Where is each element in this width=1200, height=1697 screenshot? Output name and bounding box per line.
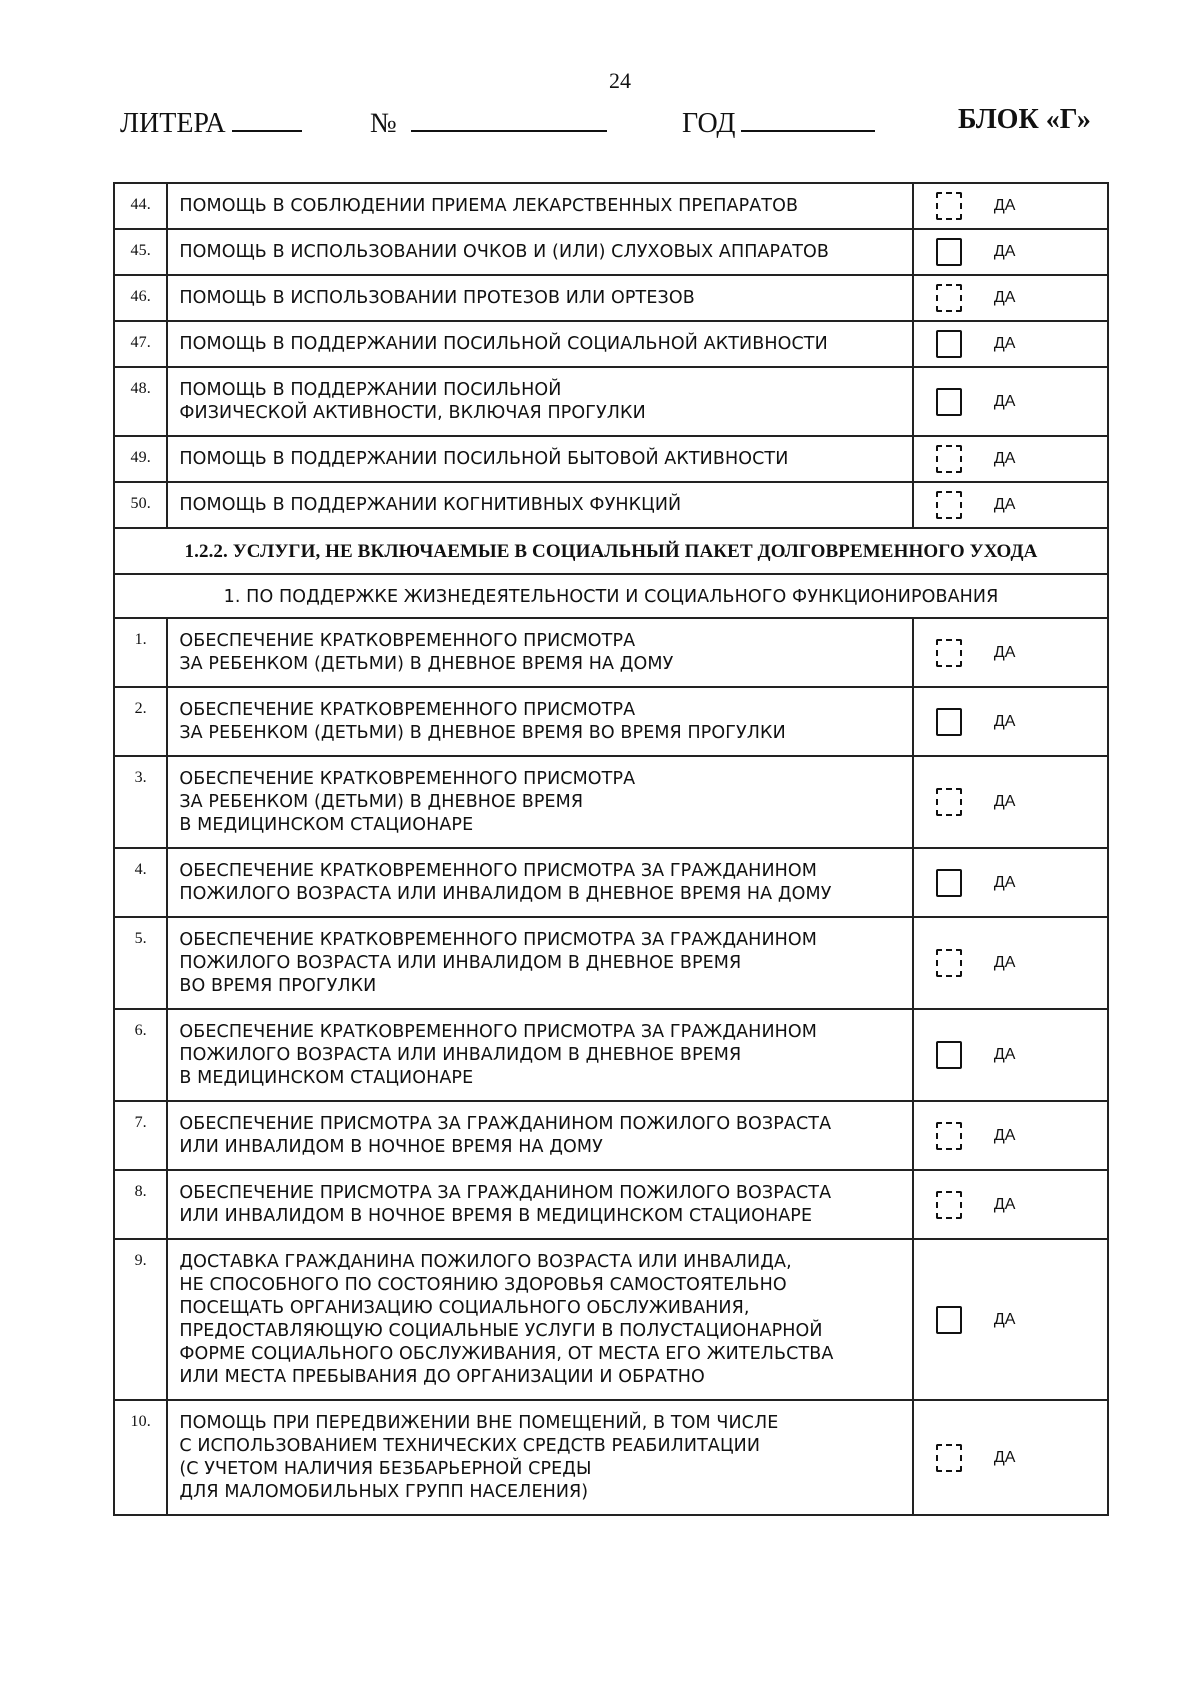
services-table-body (114, 183, 1108, 1515)
yes-checkbox[interactable] (936, 330, 962, 358)
description-line: ЗА РЕБЕНКОМ (ДЕТЬМИ) В ДНЕВНОЕ ВРЕМЯ (179, 792, 584, 812)
yes-label: ДА (993, 1126, 1016, 1144)
yes-cell (913, 321, 1108, 367)
description-line: ОБЕСПЕЧЕНИЕ КРАТКОВРЕМЕННОГО ПРИСМОТРА ЗА ГРАЖДАНИНОМ (179, 861, 817, 881)
yes-label: ДА (993, 1310, 1016, 1328)
service-row (114, 1101, 1108, 1170)
yes-cell (913, 848, 1108, 917)
yes-option[interactable] (914, 869, 1107, 897)
service-description (167, 275, 912, 321)
description-line: ПОМОЩЬ В ПОДДЕРЖАНИИ ПОСИЛЬНОЙ (179, 380, 562, 400)
number-field (370, 104, 607, 140)
year-blank[interactable] (741, 104, 875, 132)
service-description (167, 183, 912, 229)
service-row (114, 1239, 1108, 1400)
yes-label: ДА (993, 1046, 1016, 1063)
description-line: ОБЕСПЕЧЕНИЕ ПРИСМОТРА ЗА ГРАЖДАНИНОМ ПОЖИЛОГО ВОЗРАСТА (179, 1114, 832, 1134)
services-table (113, 182, 1109, 1516)
page-number: 24 (609, 68, 631, 93)
yes-label: ДА (993, 793, 1016, 810)
year-field (682, 104, 875, 140)
yes-label: ДА (993, 712, 1016, 730)
yes-label: ДА (993, 1195, 1016, 1213)
description-line: ПОМОЩЬ В ИСПОЛЬЗОВАНИИ ПРОТЕЗОВ ИЛИ ОРТЕЗОВ (179, 288, 695, 308)
yes-option[interactable] (914, 949, 1107, 977)
description-line: ФИЗИЧЕСКОЙ АКТИВНОСТИ, ВКЛЮЧАЯ ПРОГУЛКИ (179, 403, 646, 423)
yes-option[interactable] (914, 388, 1107, 416)
description-line: ОБЕСПЕЧЕНИЕ КРАТКОВРЕМЕННОГО ПРИСМОТРА (179, 700, 636, 720)
yes-checkbox[interactable] (936, 949, 962, 977)
service-row (114, 917, 1108, 1009)
description-line: (С УЧЕТОМ НАЛИЧИЯ БЕЗБАРЬЕРНОЙ СРЕДЫ (179, 1459, 592, 1479)
litera-label: ЛИТЕРА (120, 108, 226, 139)
service-description (167, 917, 912, 1009)
description-line: НЕ СПОСОБНОГО ПО СОСТОЯНИЮ ЗДОРОВЬЯ САМОСТОЯТЕЛЬНО (179, 1275, 787, 1295)
yes-cell (913, 1400, 1108, 1515)
yes-option[interactable] (914, 238, 1107, 266)
description-line: ИЛИ МЕСТА ПРЕБЫВАНИЯ ДО ОРГАНИЗАЦИИ И ОБРАТНО (179, 1367, 705, 1387)
yes-label: ДА (993, 243, 1016, 260)
description-line: ПОЖИЛОГО ВОЗРАСТА ИЛИ ИНВАЛИДОМ В ДНЕВНОЕ ВРЕМЯ НА ДОМУ (179, 884, 832, 904)
description-line: ДЛЯ МАЛОМОБИЛЬНЫХ ГРУПП НАСЕЛЕНИЯ) (179, 1482, 589, 1502)
yes-checkbox[interactable] (936, 192, 962, 220)
yes-option[interactable] (914, 1191, 1107, 1219)
description-line: ПОЖИЛОГО ВОЗРАСТА ИЛИ ИНВАЛИДОМ В ДНЕВНОЕ ВРЕМЯ (179, 953, 742, 973)
service-row (114, 618, 1108, 687)
yes-cell (913, 275, 1108, 321)
yes-option[interactable] (914, 788, 1107, 816)
service-row (114, 367, 1108, 436)
year-label: ГОД (682, 108, 736, 139)
yes-label: ДА (993, 392, 1016, 410)
yes-cell (913, 482, 1108, 528)
yes-cell (913, 756, 1108, 848)
description-line: ОБЕСПЕЧЕНИЕ ПРИСМОТРА ЗА ГРАЖДАНИНОМ ПОЖИЛОГО ВОЗРАСТА (179, 1183, 832, 1203)
yes-cell (913, 229, 1108, 275)
yes-option[interactable] (914, 445, 1107, 473)
description-line: В МЕДИЦИНСКОМ СТАЦИОНАРЕ (179, 1068, 474, 1088)
description-line: ПОМОЩЬ В ИСПОЛЬЗОВАНИИ ОЧКОВ И (ИЛИ) СЛУХОВЫХ АППАРАТОВ (179, 242, 830, 262)
description-line: ПОМОЩЬ В ПОДДЕРЖАНИИ КОГНИТИВНЫХ ФУНКЦИЙ (179, 495, 682, 515)
row-number: 47. (114, 321, 167, 367)
yes-checkbox[interactable] (936, 284, 962, 312)
number-blank[interactable] (411, 104, 607, 132)
yes-cell (913, 917, 1108, 1009)
row-number: 3. (114, 756, 167, 848)
yes-cell (913, 618, 1108, 687)
service-row (114, 756, 1108, 848)
yes-option[interactable] (914, 1041, 1107, 1069)
section-title: 1.2.2. УСЛУГИ, НЕ ВКЛЮЧАЕМЫЕ В СОЦИАЛЬНЫЙ ПАКЕТ ДОЛГОВРЕМЕННОГО УХОДА (114, 528, 1108, 574)
service-description (167, 436, 912, 482)
service-description (167, 687, 912, 756)
description-line: ПОЖИЛОГО ВОЗРАСТА ИЛИ ИНВАЛИДОМ В ДНЕВНОЕ ВРЕМЯ (179, 1045, 742, 1065)
description-line: ИЛИ ИНВАЛИДОМ В НОЧНОЕ ВРЕМЯ НА ДОМУ (179, 1137, 603, 1157)
description-line: ОБЕСПЕЧЕНИЕ КРАТКОВРЕМЕННОГО ПРИСМОТРА ЗА ГРАЖДАНИНОМ (179, 1022, 817, 1042)
yes-checkbox[interactable] (936, 1306, 962, 1334)
yes-cell (913, 1101, 1108, 1170)
description-line: ПОСЕЩАТЬ ОРГАНИЗАЦИЮ СОЦИАЛЬНОГО ОБСЛУЖИВАНИЯ, (179, 1298, 750, 1318)
service-description (167, 1239, 912, 1400)
service-description (167, 321, 912, 367)
service-row (114, 436, 1108, 482)
row-number: 8. (114, 1170, 167, 1239)
yes-checkbox[interactable] (936, 445, 962, 473)
service-description (167, 1101, 912, 1170)
description-line: ФОРМЕ СОЦИАЛЬНОГО ОБСЛУЖИВАНИЯ, ОТ МЕСТА ЕГО ЖИТЕЛЬСТВА (179, 1344, 834, 1364)
yes-label: ДА (993, 873, 1016, 891)
yes-checkbox[interactable] (936, 708, 962, 736)
service-description (167, 1009, 912, 1101)
row-number: 2. (114, 687, 167, 756)
description-line: ПОМОЩЬ ПРИ ПЕРЕДВИЖЕНИИ ВНЕ ПОМЕЩЕНИЙ, В ТОМ ЧИСЛЕ (179, 1413, 779, 1433)
yes-label: ДА (993, 1448, 1016, 1466)
row-number: 44. (114, 183, 167, 229)
block-label: БЛОК «Г» (958, 104, 1091, 135)
row-number: 46. (114, 275, 167, 321)
yes-cell (913, 367, 1108, 436)
description-line: ЗА РЕБЕНКОМ (ДЕТЬМИ) В ДНЕВНОЕ ВРЕМЯ НА ДОМУ (179, 654, 674, 674)
yes-option[interactable] (914, 1122, 1107, 1150)
yes-checkbox[interactable] (936, 1122, 962, 1150)
yes-checkbox[interactable] (936, 238, 962, 266)
service-description (167, 482, 912, 528)
service-description (167, 1400, 912, 1515)
yes-option[interactable] (914, 1306, 1107, 1334)
description-line: В МЕДИЦИНСКОМ СТАЦИОНАРЕ (179, 815, 474, 835)
yes-checkbox[interactable] (936, 491, 962, 519)
yes-label: ДА (993, 197, 1016, 214)
service-description (167, 756, 912, 848)
description-line: ДОСТАВКА ГРАЖДАНИНА ПОЖИЛОГО ВОЗРАСТА ИЛИ ИНВАЛИДА, (179, 1252, 792, 1272)
yes-option[interactable] (914, 1444, 1107, 1472)
yes-label: ДА (993, 289, 1016, 306)
yes-cell (913, 1239, 1108, 1400)
subsection-title-row (114, 574, 1108, 618)
yes-checkbox[interactable] (936, 1041, 962, 1069)
yes-label: ДА (993, 496, 1016, 513)
description-line: ЗА РЕБЕНКОМ (ДЕТЬМИ) В ДНЕВНОЕ ВРЕМЯ ВО ВРЕМЯ ПРОГУЛКИ (179, 723, 786, 743)
description-line: С ИСПОЛЬЗОВАНИЕМ ТЕХНИЧЕСКИХ СРЕДСТВ РЕАБИЛИТАЦИИ (179, 1436, 761, 1456)
description-line: ПОМОЩЬ В ПОДДЕРЖАНИИ ПОСИЛЬНОЙ СОЦИАЛЬНОЙ АКТИВНОСТИ (179, 334, 828, 354)
row-number: 48. (114, 367, 167, 436)
yes-option[interactable] (914, 330, 1107, 358)
service-row (114, 1170, 1108, 1239)
description-line: ОБЕСПЕЧЕНИЕ КРАТКОВРЕМЕННОГО ПРИСМОТРА ЗА ГРАЖДАНИНОМ (179, 930, 817, 950)
section-title-row (114, 528, 1108, 574)
form-header (120, 104, 1100, 144)
yes-label: ДА (993, 335, 1016, 352)
row-number: 6. (114, 1009, 167, 1101)
service-row (114, 321, 1108, 367)
row-number: 50. (114, 482, 167, 528)
yes-checkbox[interactable] (936, 1191, 962, 1219)
row-number: 5. (114, 917, 167, 1009)
yes-option[interactable] (914, 491, 1107, 519)
litera-field (120, 104, 302, 140)
row-number: 9. (114, 1239, 167, 1400)
yes-option[interactable] (914, 284, 1107, 312)
service-description (167, 367, 912, 436)
row-number: 7. (114, 1101, 167, 1170)
yes-checkbox[interactable] (936, 1444, 962, 1472)
yes-cell (913, 687, 1108, 756)
description-line: ИЛИ ИНВАЛИДОМ В НОЧНОЕ ВРЕМЯ В МЕДИЦИНСКОМ СТАЦИОНАРЕ (179, 1206, 813, 1226)
service-description (167, 618, 912, 687)
yes-cell (913, 183, 1108, 229)
yes-cell (913, 1009, 1108, 1101)
yes-label: ДА (993, 643, 1016, 661)
subsection-title: 1. ПО ПОДДЕРЖКЕ ЖИЗНЕДЕЯТЕЛЬНОСТИ И СОЦИАЛЬНОГО ФУНКЦИОНИРОВАНИЯ (114, 574, 1108, 618)
description-line: ПРЕДОСТАВЛЯЮЩУЮ СОЦИАЛЬНЫЕ УСЛУГИ В ПОЛУСТАЦИОНАРНОЙ (179, 1321, 823, 1341)
yes-checkbox[interactable] (936, 388, 962, 416)
yes-cell (913, 436, 1108, 482)
row-number: 10. (114, 1400, 167, 1515)
description-line: ОБЕСПЕЧЕНИЕ КРАТКОВРЕМЕННОГО ПРИСМОТРА (179, 769, 636, 789)
service-row (114, 1009, 1108, 1101)
service-description (167, 229, 912, 275)
description-line: ПОМОЩЬ В ПОДДЕРЖАНИИ ПОСИЛЬНОЙ БЫТОВОЙ АКТИВНОСТИ (179, 449, 789, 469)
row-number: 4. (114, 848, 167, 917)
service-row (114, 482, 1108, 528)
yes-checkbox[interactable] (936, 639, 962, 667)
service-description (167, 1170, 912, 1239)
yes-label: ДА (993, 954, 1016, 971)
service-row (114, 275, 1108, 321)
yes-option[interactable] (914, 708, 1107, 736)
number-label: № (370, 108, 397, 139)
description-line: ОБЕСПЕЧЕНИЕ КРАТКОВРЕМЕННОГО ПРИСМОТРА (179, 631, 636, 651)
yes-cell (913, 1170, 1108, 1239)
yes-label: ДА (993, 450, 1016, 467)
service-row (114, 1400, 1108, 1515)
row-number: 45. (114, 229, 167, 275)
yes-checkbox[interactable] (936, 869, 962, 897)
service-row (114, 687, 1108, 756)
service-row (114, 848, 1108, 917)
service-row (114, 229, 1108, 275)
service-row (114, 183, 1108, 229)
yes-checkbox[interactable] (936, 788, 962, 816)
service-description (167, 848, 912, 917)
litera-blank[interactable] (232, 104, 302, 132)
description-line: ПОМОЩЬ В СОБЛЮДЕНИИ ПРИЕМА ЛЕКАРСТВЕННЫХ ПРЕПАРАТОВ (179, 196, 799, 216)
yes-option[interactable] (914, 639, 1107, 667)
yes-option[interactable] (914, 192, 1107, 220)
description-line: ВО ВРЕМЯ ПРОГУЛКИ (179, 976, 377, 996)
row-number: 49. (114, 436, 167, 482)
row-number: 1. (114, 618, 167, 687)
